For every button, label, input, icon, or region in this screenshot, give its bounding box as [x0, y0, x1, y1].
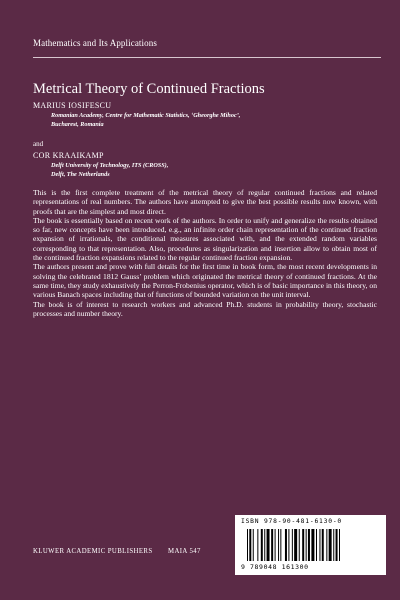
barcode-bar — [299, 529, 300, 561]
barcode-bar — [322, 529, 324, 561]
book-title: Metrical Theory of Continued Fractions — [33, 81, 265, 97]
author-name: COR KRAAIKAMP — [33, 151, 104, 160]
author-name: MARIUS IOSIFESCU — [33, 101, 112, 110]
series-divider — [33, 57, 381, 58]
blurb-paragraph: The book is of interest to research workers and advanced Ph.D. students in probability theory, stochastic processes and number theory. — [33, 299, 377, 318]
barcode-bar — [280, 529, 281, 561]
barcode-bar — [275, 529, 276, 561]
publisher-name: KLUWER ACADEMIC PUBLISHERS — [33, 548, 153, 555]
blurb-paragraph: The authors present and prove with full details for the first time in book form, the most recent developments in solving the celebrated 1812 Gauss’ problem which originated the metrical theory of continued fractions. At the same time, they study exhaustively the Perron-Frobenius operator, which is of basic importance in this theory, on various Banach spaces including that of functions of bounded variation on the unit interval. — [33, 262, 377, 300]
barcode-bar — [247, 529, 248, 561]
ean-number: 9 789048 161300 — [241, 563, 309, 571]
barcode-bar — [316, 529, 317, 561]
barcode-bar — [333, 529, 334, 561]
barcode-bar — [267, 529, 270, 561]
author-affiliation — [51, 111, 240, 129]
barcode-bar — [311, 529, 314, 561]
barcode-bar — [336, 529, 338, 561]
and-connector: and — [33, 140, 44, 148]
barcode-bar — [302, 529, 304, 561]
barcode-bar — [308, 529, 310, 561]
barcode-bar — [306, 529, 307, 561]
barcode-bar — [288, 529, 289, 561]
barcode-icon — [247, 529, 377, 561]
barcode-bar — [285, 529, 287, 561]
series-number: MAIA 547 — [168, 548, 201, 555]
barcode-bar — [292, 529, 293, 561]
blurb — [33, 188, 377, 318]
affiliation-line: Bucharest, Romania — [51, 121, 104, 128]
affiliation-line: Romanian Academy, Centre for Mathematic Statistics, ‘Gheorghe Mihoc’, — [51, 112, 241, 119]
barcode-bar — [257, 529, 258, 561]
barcode-bar — [278, 529, 279, 561]
isbn-number: ISBN 978-90-481-6130-0 — [241, 518, 343, 525]
barcode-bar — [253, 529, 254, 561]
blurb-paragraph: The book is essentially based on recent work of the authors. In order to unify and generalize the results obtained so far, new concepts have been introduced, e.g., an infinite order chain representation of the continued fraction expansion of irrationals, the conditional measures associated with, and the extended random variables corresponding to that representation. Also, procedures as singularization and insertion allow to obtain most of the continued fraction expansions related to the regular continued fraction expansion. — [33, 215, 377, 263]
barcode-bar — [271, 529, 273, 561]
series-name: Mathematics and Its Applications — [33, 38, 157, 48]
barcode-bar — [294, 529, 297, 561]
barcode-bar — [319, 529, 320, 561]
barcode-bar — [264, 529, 265, 561]
affiliation-line: Delft University of Technology, ITS (CROSS), — [51, 162, 169, 169]
author-affiliation — [51, 161, 168, 179]
barcode-bar — [249, 529, 251, 561]
barcode-bar — [329, 529, 332, 561]
barcode-bar — [339, 529, 340, 561]
affiliation-line: Delft, The Netherlands — [51, 171, 110, 178]
blurb-paragraph: This is the first complete treatment of the metrical theory of regular continued fractions and related representations of real numbers. The authors have attempted to give the best possible results now known, with proofs that are the simplest and most direct. — [33, 188, 377, 216]
barcode-bar — [261, 529, 263, 561]
barcode-panel — [235, 515, 386, 575]
barcode-bar — [326, 529, 327, 561]
